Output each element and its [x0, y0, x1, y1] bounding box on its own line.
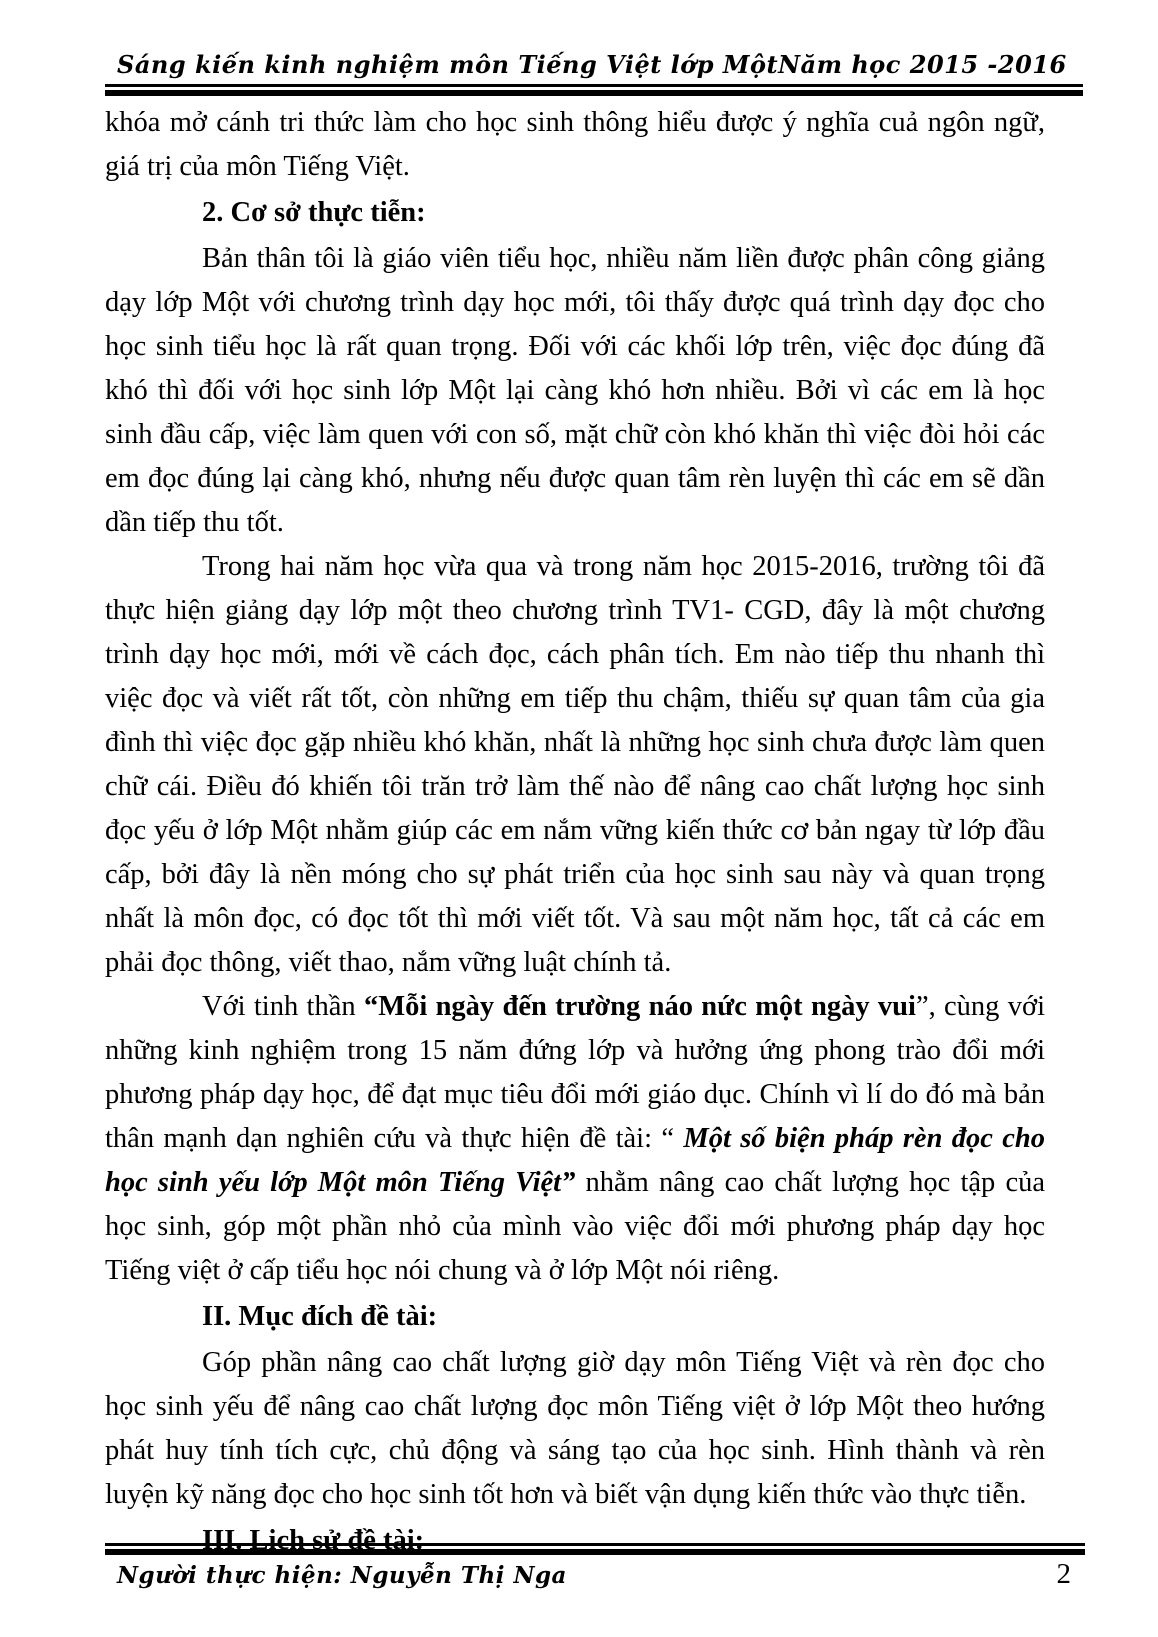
paragraph — [105, 545, 1045, 985]
text-run: Một số biện pháp rèn đọc cho học sinh yếu lớp Một môn Tiếng Việt” — [105, 1123, 1045, 1198]
text-run: II. Mục đích đề tài: — [202, 1301, 438, 1332]
text-run: nhằm nâng cao chất lượng học tập của học sinh, góp một phần nhỏ của mình vào việc đổi mới phương pháp dạy học Tiếng việt ở cấp tiểu học nói chung và ở lớp Một nói riêng. — [105, 1167, 1046, 1286]
page-number: 2 — [1056, 1558, 1071, 1590]
section-heading — [105, 1295, 1045, 1339]
section-heading — [105, 191, 1045, 235]
text-run: “Mỗi ngày đến trường náo nức một ngày vui — [363, 991, 916, 1022]
footer-author: Người thực hiện: Nguyễn Thị Nga — [117, 1562, 567, 1589]
text-run: Trong hai năm học vừa qua và trong năm học 2015-2016, trường tôi đã thực hiện giảng dạy lớp một theo chương trình TV1- CGD, đây là một chương trình dạy học mới, mới về cách đọc, cách phân tích. Em nào tiếp thu nhanh thì việc đọc và viết rất tốt, còn những em tiếp thu chậm, thiếu sự quan tâm của gia đình thì việc đọc gặp nhiều khó khăn, nhất là những học sinh chưa được làm quen chữ cái. Điều đó khiến tôi trăn trở làm thế nào để nâng cao chất lượng học sinh đọc yếu ở lớp Một nhằm giúp các em nắm vững kiến thức cơ bản ngay từ lớp đầu cấp, bởi đây là nền móng cho sự phát triển của học sinh sau này và quan trọng nhất là môn đọc, có đọc tốt thì mới viết tốt. Và sau một năm học, tất cả các em phải đọc thông, viết thao, nắm vững luật chính tả. — [105, 551, 1045, 978]
paragraph — [105, 101, 1045, 189]
paragraph — [105, 985, 1045, 1293]
header-rule — [105, 84, 1083, 96]
header-title: Sáng kiến kinh nghiệm môn Tiếng Việt lớp Một — [117, 50, 779, 79]
footer-row — [105, 1558, 1085, 1591]
footer-rule — [105, 1543, 1085, 1555]
text-run: Góp phần nâng cao chất lượng giờ dạy môn Tiếng Việt và rèn đọc cho học sinh yếu để nâng cao chất lượng đọc môn Tiếng việt ở lớp Một theo hướng phát huy tính tích cực, chủ động và sáng tạo của học sinh. Hình thành và rèn luyện kỹ năng đọc cho học sinh tốt hơn và biết vận dụng kiến thức vào thực tiễn. — [105, 1347, 1045, 1510]
text-run: Với tinh thần — [202, 991, 364, 1022]
text-run: 2. Cơ sở thực tiễn: — [202, 197, 426, 228]
text-run: Bản thân tôi là giáo viên tiểu học, nhiều năm liền được phân công giảng dạy lớp Một với chương trình dạy học mới, tôi thấy được quá trình dạy đọc cho học sinh tiểu học là rất quan trọng. Đối với các khối lớp trên, việc đọc đúng đã khó thì đối với học sinh lớp Một lại càng khó hơn nhiều. Bởi vì các em là học sinh đầu cấp, việc làm quen với con số, mặt chữ còn khó khăn thì việc đòi hỏi các em đọc đúng lại càng khó, nhưng nếu được quan tâm rèn luyện thì các em sẽ dần dần tiếp thu tốt. — [105, 243, 1045, 538]
page-footer — [105, 1538, 1085, 1591]
text-run: III. Lịch sử đề tài: — [202, 1525, 425, 1556]
paragraph — [105, 1341, 1045, 1517]
document-body — [105, 101, 1083, 1563]
text-run: ”, cùng với những kinh nghiệm trong 15 năm đứng lớp và hưởng ứng phong trào đổi mới phương pháp dạy học, để đạt mục tiêu đổi mới giáo dục. Chính vì lí do đó mà bản thân mạnh dạn nghiên cứu và thực hiện đề tài: “ — [105, 991, 1045, 1154]
text-run: khóa mở cánh tri thức làm cho học sinh thông hiểu được ý nghĩa cuả ngôn ngữ, giá trị của môn Tiếng Việt. — [105, 107, 1045, 182]
paragraph — [105, 237, 1045, 545]
page-header — [105, 50, 1083, 79]
header-school-year: Năm học 2015 -2016 — [778, 50, 1067, 79]
